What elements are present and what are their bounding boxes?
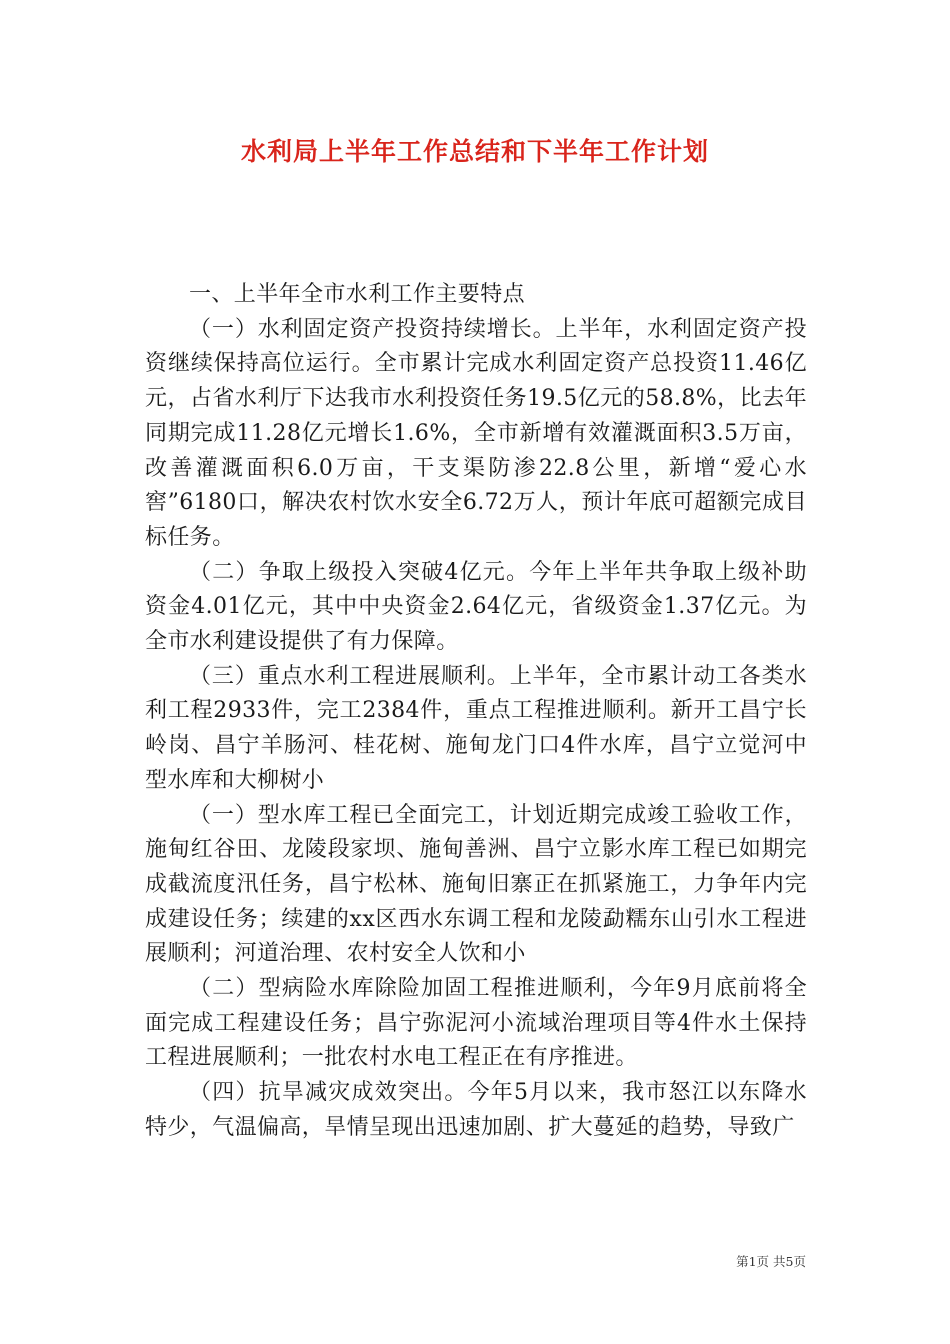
document-body [145,278,807,1146]
paragraph: （四）抗旱减灾成效突出。今年5月以来，我市怒江以东降水特少，气温偏高，旱情呈现出迅速加剧、扩大蔓延的趋势，导致广 [145,1080,807,1140]
section-heading: 一、上半年全市水利工作主要特点 [189,282,526,307]
paragraph: （二）型病险水库除险加固工程推进顺利，今年9月底前将全面完成工程建设任务；昌宁弥泥河小流域治理项目等4件水土保持工程进展顺利；一批农村水电工程正在有序推进。 [145,976,807,1071]
paragraph: （一）型水库工程已全面完工，计划近期完成竣工验收工作，施甸红谷田、龙陵段家坝、施甸善洲、昌宁立影水库工程已如期完成截流度汛任务，昌宁松林、施甸旧寨正在抓紧施工，力争年内完成建设任务；续建的xx区西水东调工程和龙陵勐糯东山引水工程进展顺利；河道治理、农村安全人饮和小 [145,802,807,967]
paragraph: （三）重点水利工程进展顺利。上半年，全市累计动工各类水利工程2933件，完工2384件，重点工程推进顺利。新开工昌宁长岭岗、昌宁羊肠河、桂花树、施甸龙门口4件水库，昌宁立觉河中型水库和大柳树小 [145,663,807,793]
paragraph: （一）水利固定资产投资持续增长。上半年，水利固定资产投资继续保持高位运行。全市累计完成水利固定资产总投资11.46亿元，占省水利厅下达我市水利投资任务19.5亿元的58.8%，比去年同期完成11.28亿元增长1.6%，全市新增有效灌溉面积3.5万亩，改善灌溉面积6.0万亩，干支渠防渗22.8公里，新增“爱心水窖”6180口，解决农村饮水安全6.72万人，预计年底可超额完成目标任务。 [145,316,807,550]
document-title: 水利局上半年工作总结和下半年工作计划 [240,137,709,166]
paragraph: （二）争取上级投入突破4亿元。今年上半年共争取上级补助资金4.01亿元，其中中央资金2.64亿元，省级资金1.37亿元。为全市水利建设提供了有力保障。 [145,559,807,655]
page-number: 第1页 共5页 [736,1254,806,1269]
